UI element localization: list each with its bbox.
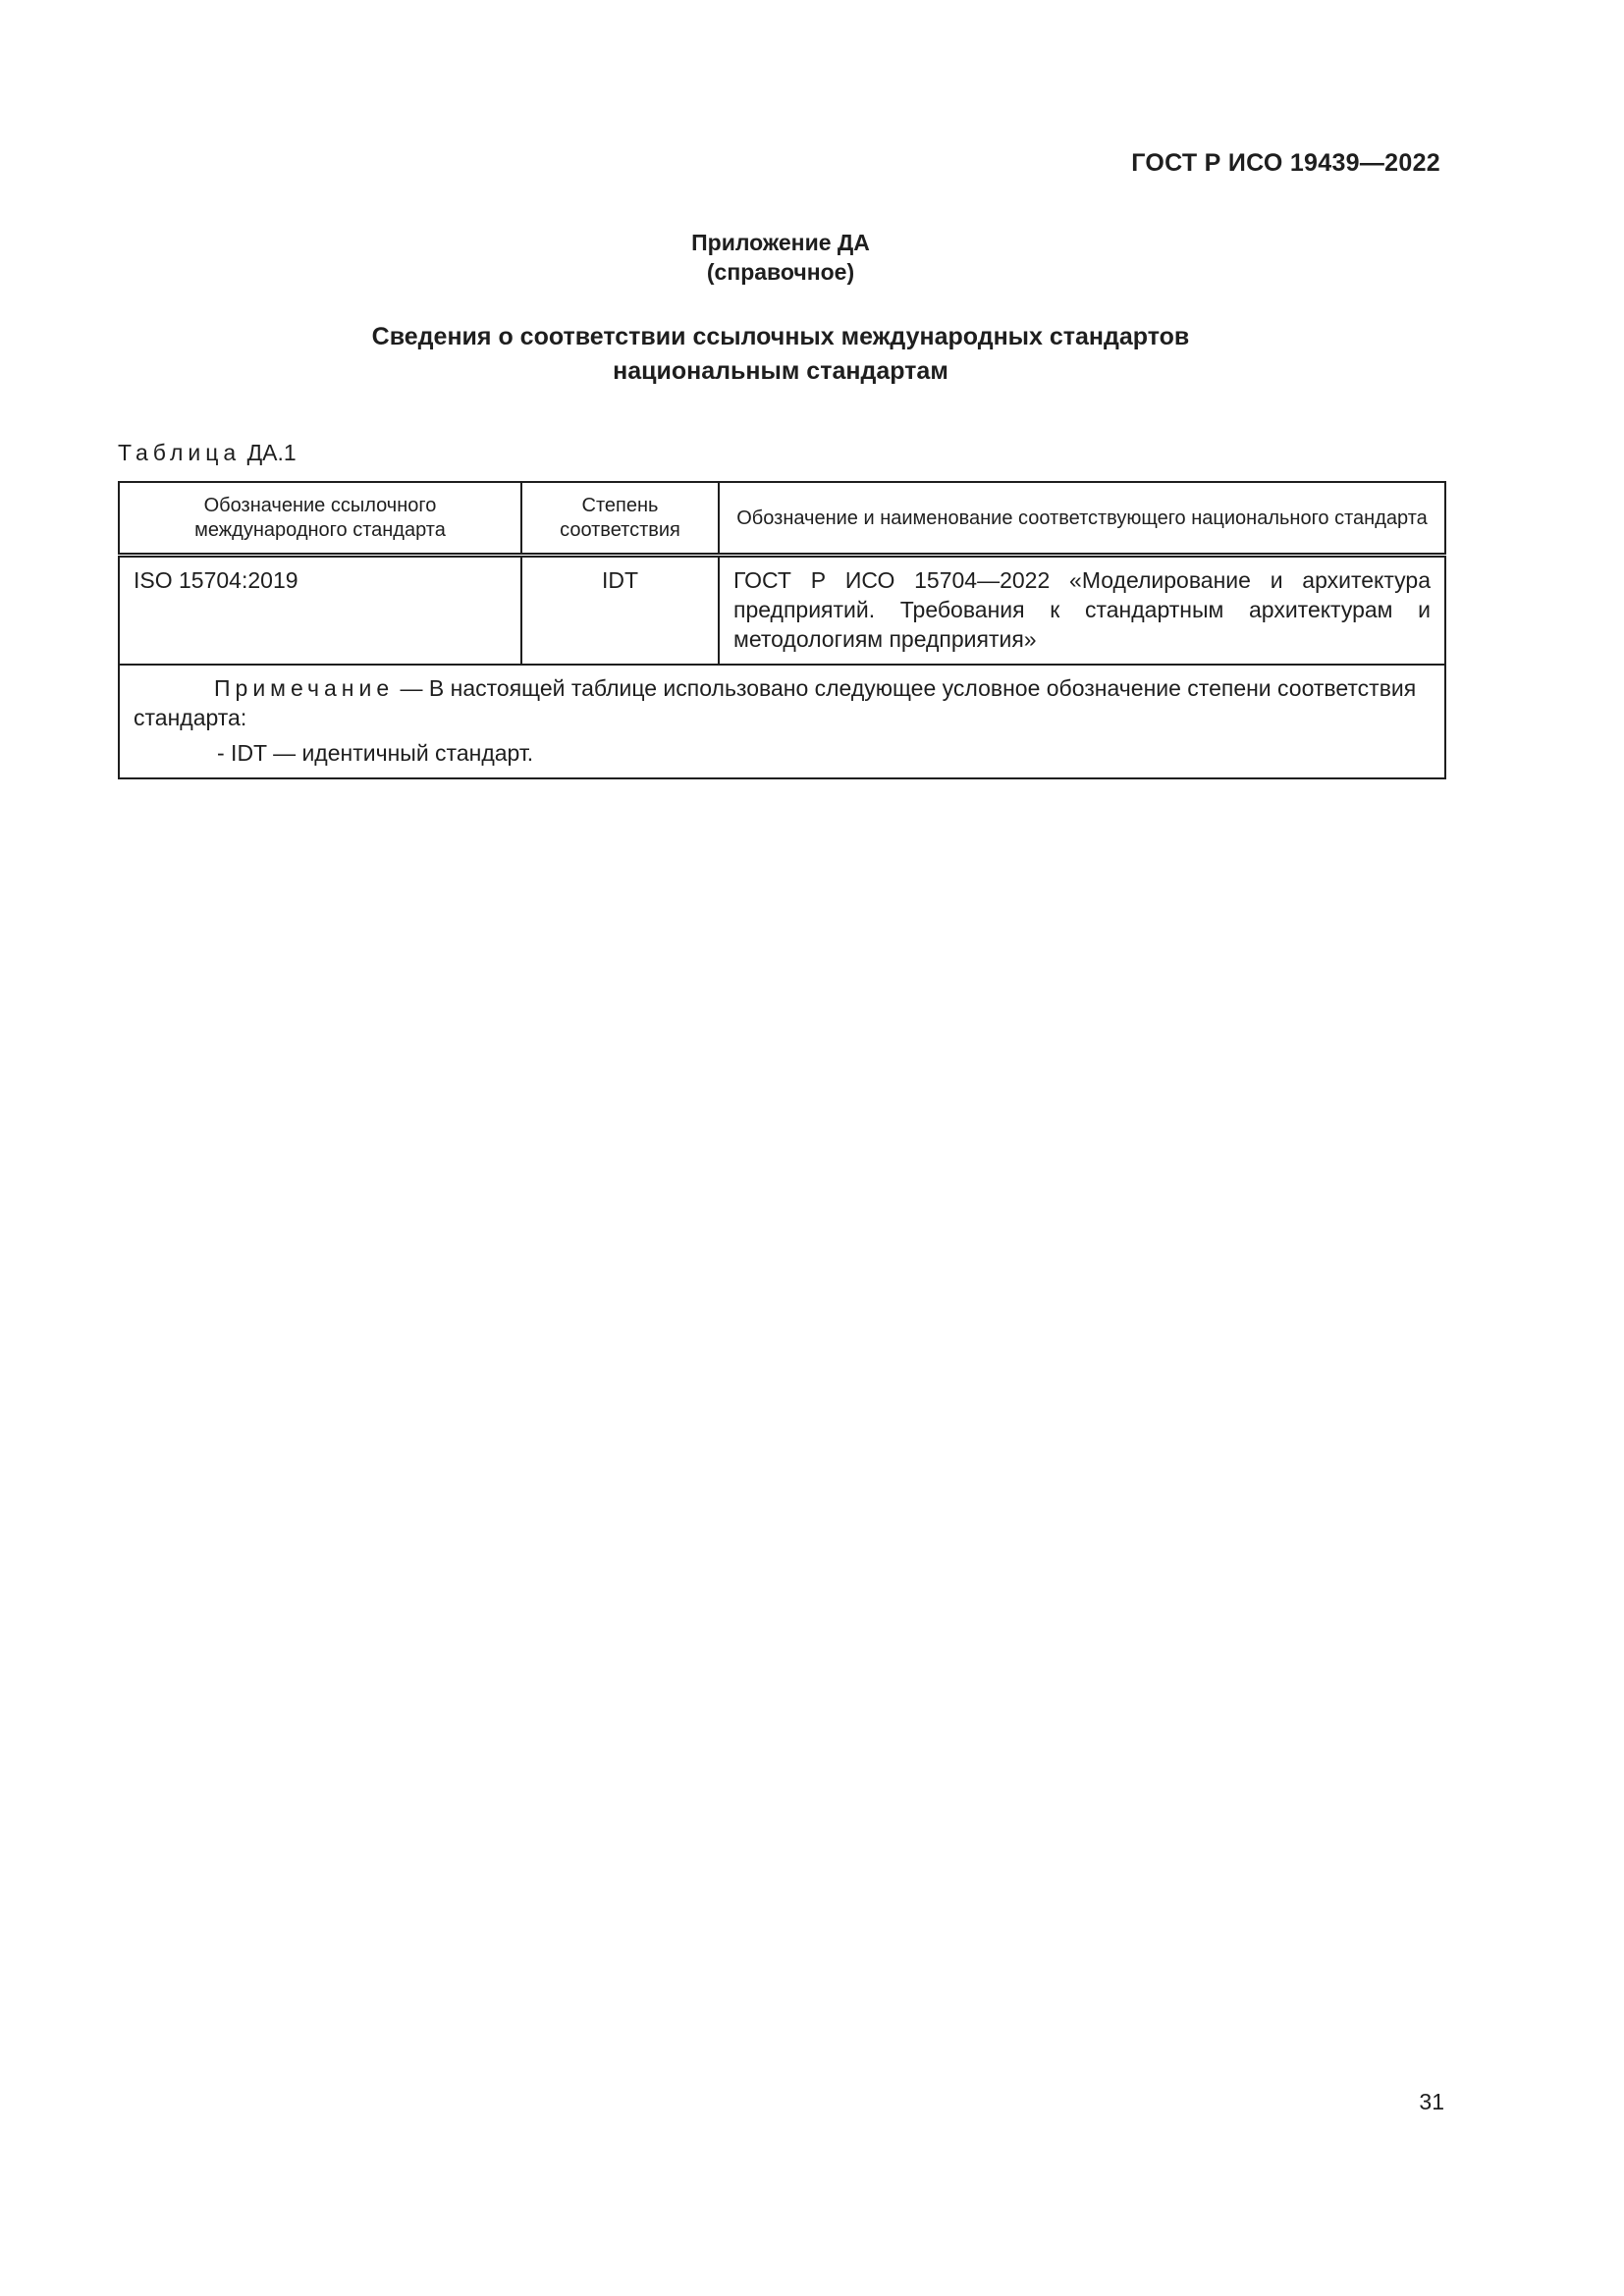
note-list-item: - IDT — идентичный стандарт.	[217, 740, 534, 766]
cell-intl-standard: ISO 15704:2019	[119, 556, 521, 666]
table-note-row	[119, 665, 1445, 778]
column-header-degree: Степень соответствия	[521, 482, 719, 556]
section-title	[0, 320, 1561, 389]
note-text: — В настоящей таблице использовано следующее условное обозначение степени соответствия стандарта:	[134, 675, 1417, 730]
appendix-type: (справочное)	[706, 259, 855, 285]
section-title-line-1: Сведения о соответствии ссылочных международных стандартов	[371, 323, 1190, 350]
cell-degree: IDT	[521, 556, 719, 666]
page-number: 31	[1419, 2089, 1444, 2114]
reference-standards-table	[118, 481, 1446, 779]
appendix-title: Приложение ДА	[691, 230, 870, 255]
table-label-number: ДА.1	[246, 440, 297, 465]
document-code: ГОСТ Р ИСО 19439—2022	[1131, 149, 1440, 177]
note-label: Примечание	[214, 675, 395, 701]
table-label	[118, 440, 297, 466]
table-header-row	[119, 482, 1445, 556]
appendix-heading	[0, 228, 1561, 287]
note-paragraph	[134, 673, 1431, 732]
table-label-word: Таблица	[118, 440, 242, 465]
cell-national-standard: ГОСТ Р ИСО 15704—2022 «Моделирование и архитектура предприятий. Требования к стандартным архитектурам и методологиям предприятия»	[719, 556, 1445, 666]
column-header-national-standard: Обозначение и наименование соответствующего национального стандарта	[719, 482, 1445, 556]
section-title-line-2: национальным стандартам	[613, 357, 948, 385]
column-header-intl-standard: Обозначение ссылочного международного стандарта	[119, 482, 521, 556]
table-row	[119, 556, 1445, 666]
table-note	[119, 665, 1445, 778]
